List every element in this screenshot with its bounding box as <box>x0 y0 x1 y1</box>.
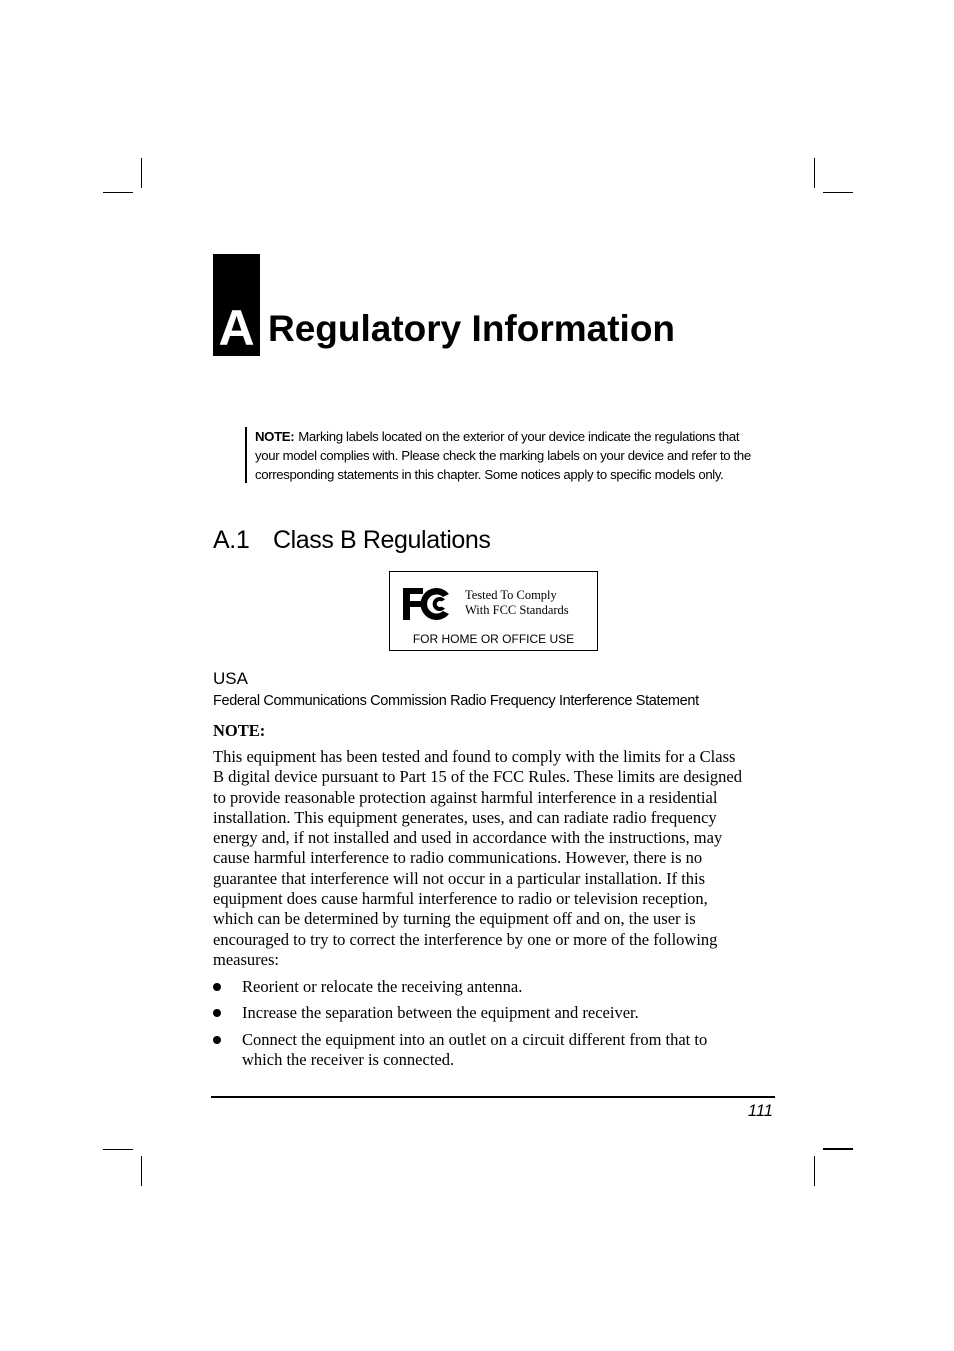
list-item-text: Reorient or relocate the receiving antenna. <box>242 977 523 996</box>
note-box <box>245 427 781 483</box>
paragraph-line: guarantee that interference will not occur in a particular installation. If this <box>213 868 706 888</box>
crop-mark <box>814 1156 815 1186</box>
fcc-tested-text <box>465 588 569 618</box>
fcc-usage-text: FOR HOME OR OFFICE USE <box>412 632 575 646</box>
crop-mark <box>103 1149 133 1150</box>
fcc-compliance-label <box>389 571 598 651</box>
section-number: A.1 <box>213 526 250 554</box>
bullet-icon <box>213 1009 221 1017</box>
bullet-icon <box>213 1036 221 1044</box>
paragraph-line: to provide reasonable protection against harmful interference in a residential <box>213 787 718 807</box>
usa-heading: USA <box>213 669 248 688</box>
bullet-icon <box>213 983 221 991</box>
note-text: Marking labels located on the exterior of your device indicate the regulations that <box>298 429 740 444</box>
paragraph-line: encouraged to try to correct the interference by one or more of the following <box>213 929 718 949</box>
footer-rule <box>211 1096 775 1098</box>
paragraph-line: measures: <box>213 949 279 969</box>
chapter-title: Regulatory Information <box>268 308 676 349</box>
list-item <box>213 1030 707 1071</box>
note-label: NOTE: <box>255 429 295 444</box>
paragraph-line: B digital device pursuant to Part 15 of the FCC Rules. These limits are designed <box>213 767 742 787</box>
chapter-letter: A <box>218 300 255 356</box>
fcc-logo-icon <box>401 586 451 622</box>
chapter-letter-block <box>213 254 260 356</box>
note-heading: NOTE: <box>213 721 266 740</box>
list-item <box>213 1003 639 1023</box>
fcc-statement-paragraph <box>213 747 783 970</box>
crop-mark <box>103 192 133 193</box>
crop-mark <box>141 158 142 188</box>
page-number: 111 <box>747 1102 773 1120</box>
paragraph-line: cause harmful interference to radio communications. However, there is no <box>213 848 703 868</box>
section-heading <box>213 522 491 558</box>
crop-mark <box>141 1156 142 1186</box>
paragraph-line: This equipment has been tested and found to comply with the limits for a Class <box>213 747 736 766</box>
paragraph-line: energy and, if not installed and used in accordance with the instructions, may <box>213 828 723 848</box>
crop-mark <box>823 192 853 193</box>
list-item-text: which the receiver is connected. <box>242 1050 455 1070</box>
list-item-text: Increase the separation between the equipment and receiver. <box>242 1003 639 1022</box>
paragraph-line: installation. This equipment generates, uses, and can radiate radio frequency <box>213 807 717 827</box>
fcc-tested-line: With FCC Standards <box>465 603 569 617</box>
note-line: your model complies with. Please check the marking labels on your device and refer to the <box>255 448 751 463</box>
crop-mark <box>823 1148 853 1150</box>
section-title: Class B Regulations <box>273 526 491 554</box>
list-item <box>213 977 522 997</box>
paragraph-line: which can be determined by turning the equipment off and on, the user is <box>213 909 696 929</box>
crop-mark <box>814 158 815 188</box>
note-line: corresponding statements in this chapter. Some notices apply to specific models only. <box>255 467 724 482</box>
note-line <box>255 427 781 446</box>
paragraph-line: equipment does cause harmful interference to radio or television reception, <box>213 889 708 909</box>
fcc-statement-title: Federal Communications Commission Radio Frequency Interference Statement <box>213 693 699 709</box>
list-item-text: Connect the equipment into an outlet on a circuit different from that to <box>242 1030 708 1049</box>
fcc-tested-line: Tested To Comply <box>465 588 557 602</box>
